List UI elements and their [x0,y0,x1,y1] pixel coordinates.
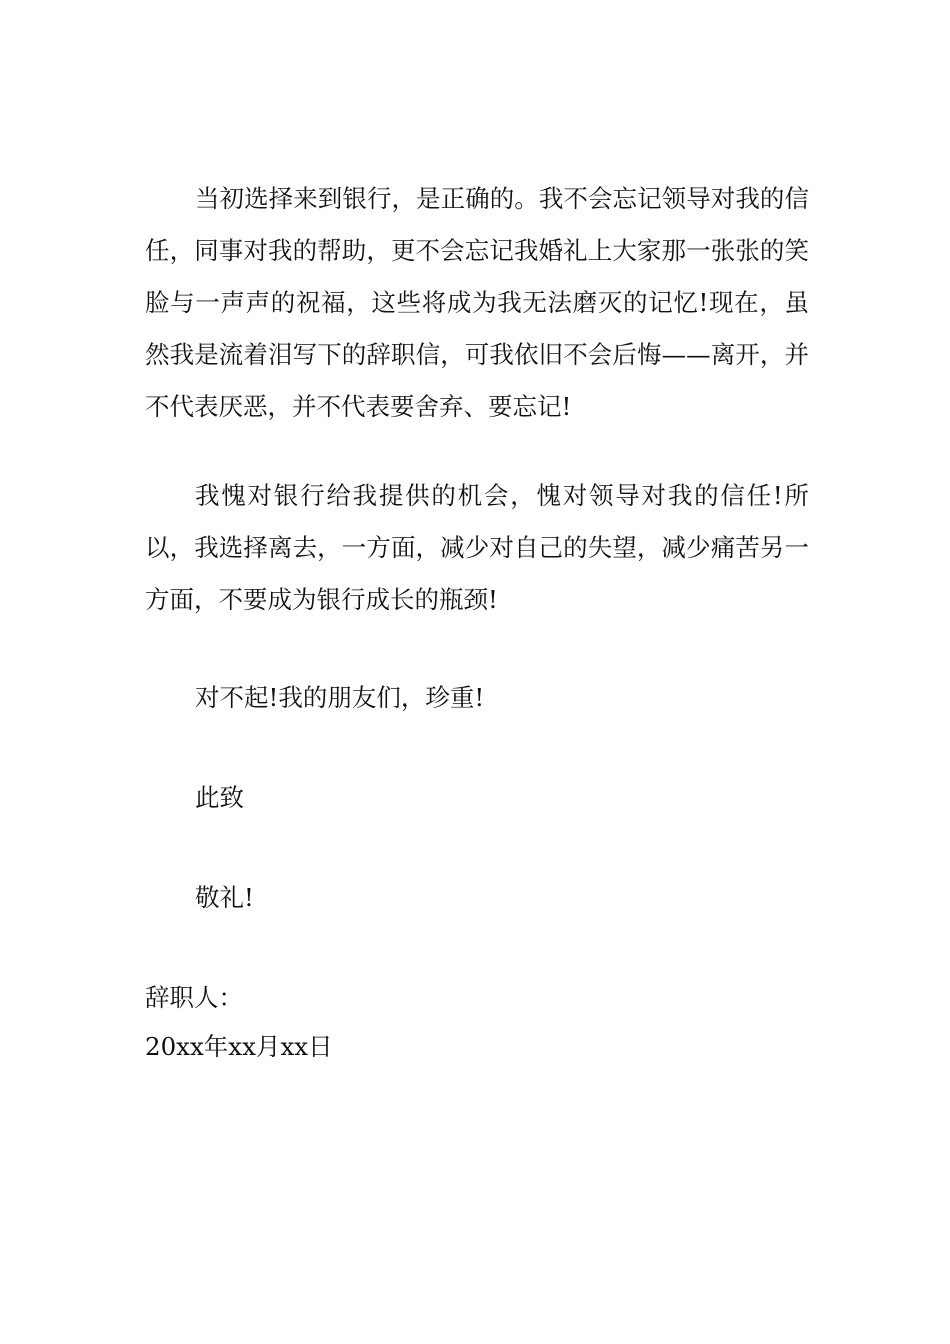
date-line: 20xx年xx月xx日 [145,1032,333,1061]
apology-line: 对不起!我的朋友们，珍重! [195,683,485,712]
body-paragraph-2: 我愧对银行给我提供的机会，愧对领导对我的信任!所以，我选择离去，一方面，减少对自己的失望，减少痛苦另一方面，不要成为银行成长的瓶颈! [145,481,809,614]
closing-line: 此致 [195,783,244,812]
signature-label: 辞职人： [145,983,243,1012]
salute-line: 敬礼! [195,883,254,912]
body-paragraph-1: 当初选择来到银行，是正确的。我不会忘记领导对我的信任，同事对我的帮助，更不会忘记我婚礼上大家那一张张的笑脸与一声声的祝福，这些将成为我无法磨灭的记忆!现在，虽然我是流着泪写下的辞职信，可我依旧不会后悔——离开，并不代表厌恶，并不代表要舍弃、要忘记! [145,184,809,421]
